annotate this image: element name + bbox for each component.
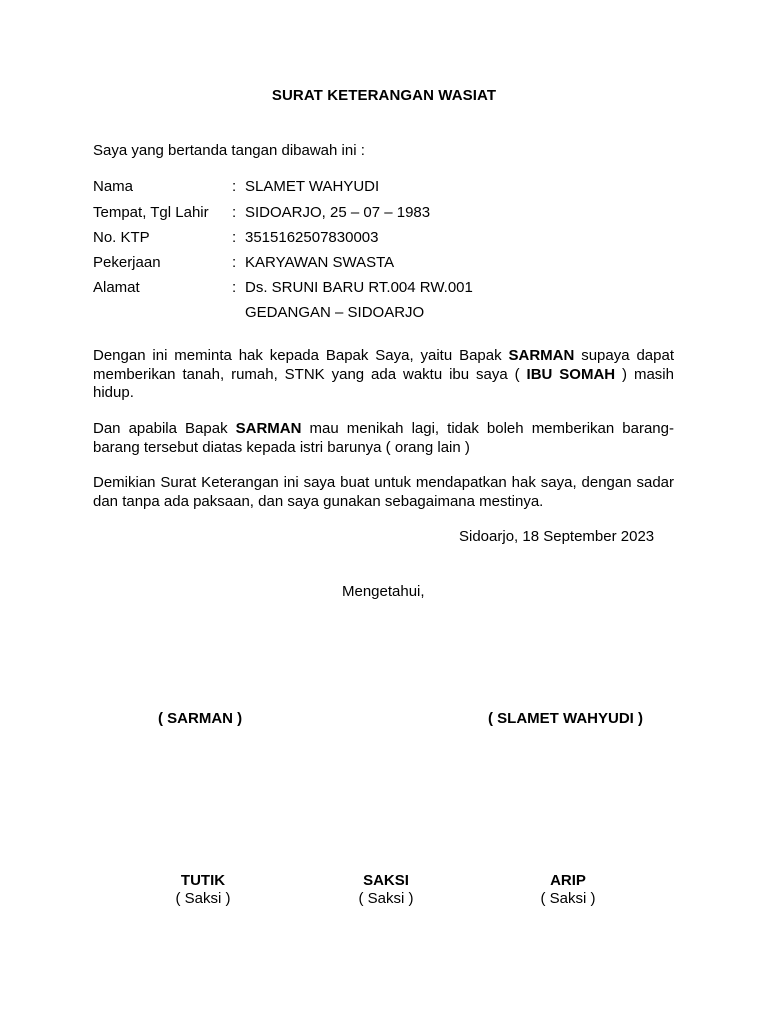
- paragraph-condition-text-1: Dan apabila Bapak: [93, 420, 236, 437]
- field-label-pekerjaan: Pekerjaan: [93, 254, 161, 271]
- witness-role: ( Saksi ): [540, 890, 596, 907]
- field-value-alamat-line2: GEDANGAN – SIDOARJO: [245, 304, 425, 321]
- witness-3: [498, 872, 638, 908]
- field-nama: [93, 178, 693, 198]
- signature-slamet-wahyudi: ( SLAMET WAHYUDI ): [488, 710, 643, 727]
- field-value-alamat: Ds. SRUNI BARU RT.004 RW.001: [245, 279, 473, 296]
- field-value-ttl: SIDOARJO, 25 – 07 – 1983: [245, 204, 431, 221]
- paragraph-request-text-3: ) masih hidup.: [93, 365, 674, 401]
- witness-name: TUTIK: [180, 872, 226, 889]
- witness-2: [316, 872, 456, 908]
- witness-name: ARIP: [550, 872, 586, 889]
- field-colon: :: [232, 178, 237, 195]
- field-label-ttl: Tempat, Tgl Lahir: [93, 204, 209, 221]
- signature-sarman: ( SARMAN ): [158, 710, 243, 727]
- document-date: Sidoarjo, 18 September 2023: [459, 528, 655, 545]
- mengetahui-label: Mengetahui,: [342, 583, 425, 600]
- paragraph-request-text-1: Dengan ini meminta hak kepada Bapak Saya, yaitu Bapak: [93, 347, 509, 364]
- name-sarman: SARMAN: [508, 347, 575, 364]
- field-label-nama: Nama: [93, 178, 134, 195]
- witness-role: ( Saksi ): [175, 890, 231, 907]
- field-alamat-line2: [93, 304, 693, 324]
- field-ttl: [93, 204, 693, 224]
- field-value-pekerjaan: KARYAWAN SWASTA: [245, 254, 395, 271]
- paragraph-request-text-2: supaya dapat memberikan tanah, rumah, STNK yang ada waktu ibu saya (: [93, 347, 674, 383]
- field-value-ktp: 3515162507830003: [245, 229, 379, 246]
- paragraph-condition: [93, 420, 674, 457]
- field-value-nama: SLAMET WAHYUDI: [245, 178, 380, 195]
- paragraph-request: [93, 347, 674, 403]
- name-sarman: SARMAN: [235, 420, 302, 437]
- field-colon: :: [232, 279, 237, 296]
- field-alamat: [93, 279, 693, 299]
- paragraph-condition-text-2: mau menikah lagi, tidak boleh memberikan barang-barang tersebut diatas kepada istri barunya ( orang lain ): [93, 420, 674, 456]
- witness-role: ( Saksi ): [358, 890, 414, 907]
- field-pekerjaan: [93, 254, 693, 274]
- intro-text: Saya yang bertanda tangan dibawah ini :: [93, 142, 365, 159]
- field-label-alamat: Alamat: [93, 279, 140, 296]
- witness-name: SAKSI: [363, 872, 409, 889]
- document-title: SURAT KETERANGAN WASIAT: [271, 87, 497, 104]
- field-colon: :: [232, 204, 237, 221]
- field-ktp: [93, 229, 693, 249]
- field-colon: :: [232, 254, 237, 271]
- field-label-ktp: No. KTP: [93, 229, 150, 246]
- field-colon: :: [232, 229, 237, 246]
- paragraph-closing: Demikian Surat Keterangan ini saya buat untuk mendapatkan hak saya, dengan sadar dan tanpa ada paksaan, dan saya gunakan sebagaimana mestinya.: [93, 474, 674, 510]
- witness-1: [133, 872, 273, 908]
- name-ibu-somah: IBU SOMAH: [526, 365, 616, 383]
